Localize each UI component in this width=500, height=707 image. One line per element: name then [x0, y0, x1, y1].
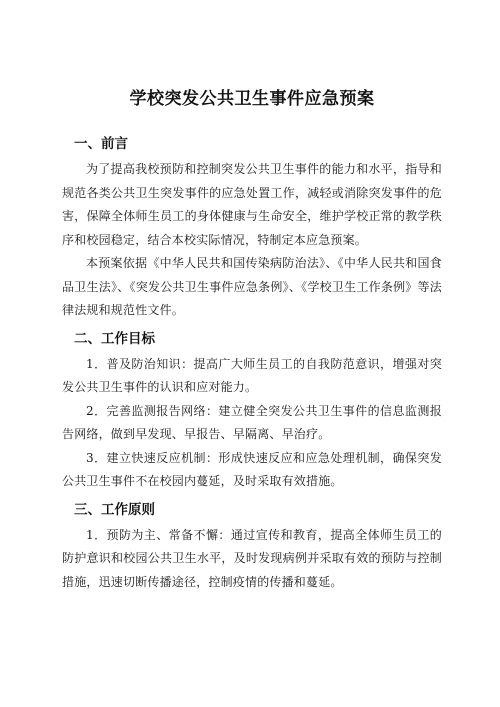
section-goals-body: [62, 353, 442, 494]
paragraph: 为了提高我校预防和控制突发公共卫生事件的能力和水平，指导和规范各类公共卫生突发事件的应急处置工作，减轻或消除突发事件的危害，保障全体师生员工的身体健康与生命安全，维护学校正常的教学秩序和校园稳定，结合本校实际情况，特制定本应急预案。: [62, 162, 442, 247]
section-heading-goals: 二、工作目标: [74, 330, 155, 347]
paragraph: 3．建立快速反应机制：形成快速反应和应急处理机制，确保突发公共卫生事件不在校园内蔓延，及时采取有效措施。: [62, 450, 442, 488]
paragraph: 2．完善监测报告网络：建立健全突发公共卫生事件的信息监测报告网络，做到早发现、早报告、早隔离、早治疗。: [62, 403, 442, 441]
paragraph: 1．预防为主、常备不懈：通过宣传和教育，提高全体师生员工的防护意识和校园公共卫生水平，及时发现病例并采取有效的预防与控制措施，迅速切断传播途径，控制疫情的传播和蔓延。: [62, 527, 442, 589]
paragraph: 1．普及防治知识：提高广大师生员工的自我防范意识，增强对突发公共卫生事件的认识和应对能力。: [62, 356, 442, 394]
section-heading-principles: 三、工作原则: [74, 501, 155, 518]
section-preface-body: [62, 158, 442, 323]
section-heading-preface: 一、前言: [74, 136, 128, 152]
paragraph: 本预案依据《中华人民共和国传染病防治法》、《中华人民共和国食品卫生法》、《突发公共卫生事件应急条例》、《学校卫生工作条例》等法律法规和规范性文件。: [62, 256, 442, 317]
document-title: 学校突发公共卫生事件应急预案: [129, 89, 375, 109]
section-principles-body: [62, 524, 442, 595]
